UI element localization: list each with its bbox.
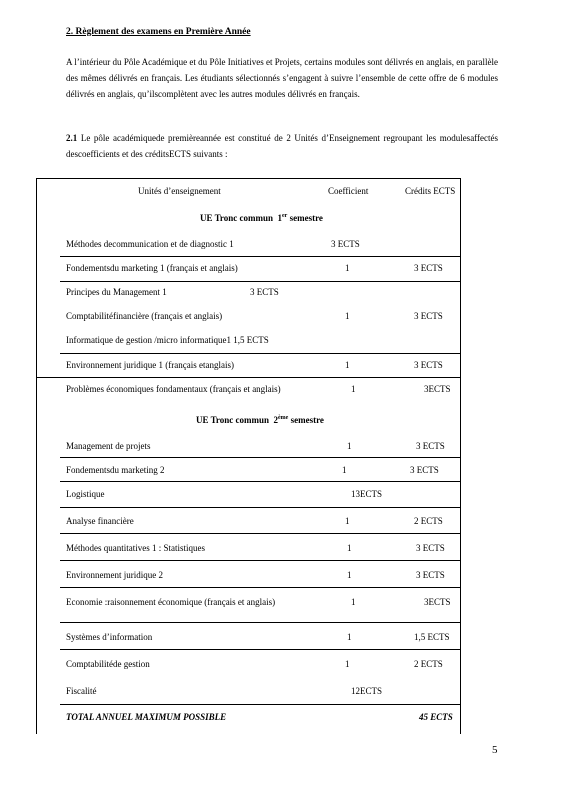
table-row: Comptabilitéfinancière (français et anglais) bbox=[66, 311, 223, 321]
table-row-ects: 2 ECTS bbox=[414, 659, 443, 669]
table-row-ects: 2 ECTS bbox=[414, 516, 443, 526]
table-row-ects: 3 ECTS bbox=[331, 239, 360, 249]
row-divider bbox=[60, 457, 460, 458]
row-divider bbox=[60, 507, 460, 508]
table-row-coef: 1 bbox=[345, 659, 350, 669]
table-row-coef: 1 bbox=[345, 516, 350, 526]
table-row-ects: 3 ECTS bbox=[414, 311, 443, 321]
row-divider bbox=[60, 256, 460, 257]
table-row-coef: 12ECTS bbox=[351, 686, 383, 696]
table-row: Fiscalité bbox=[66, 686, 97, 696]
table-row: Informatique de gestion /micro informatique1 1,5 ECTS bbox=[66, 335, 269, 345]
header-coefficient: Coefficient bbox=[328, 186, 369, 196]
header-units: Unités d’enseignement bbox=[138, 186, 221, 196]
section-number: 2.1 bbox=[66, 133, 78, 143]
table-row-coef: 1 bbox=[345, 360, 350, 370]
row-divider bbox=[60, 622, 460, 623]
table-row-ects: 3 ECTS bbox=[416, 441, 445, 451]
row-divider bbox=[60, 587, 460, 588]
table-row: Management de projets bbox=[66, 441, 151, 451]
table-row: Méthodes decommunication et de diagnostic 1 bbox=[66, 239, 234, 249]
table-row-coef: 1 bbox=[347, 543, 352, 553]
table-row: Environnement juridique 2 bbox=[66, 570, 163, 580]
table-row-ects: 3ECTS bbox=[424, 384, 451, 394]
row-divider bbox=[60, 649, 460, 650]
table-row-coef: 1 bbox=[351, 384, 356, 394]
semester-2-title: UE Tronc commun 2ème semestre bbox=[196, 415, 324, 425]
table-row-ects: 3 ECTS bbox=[410, 465, 439, 475]
table-row: Problèmes économiques fondamentaux (français et anglais) bbox=[66, 384, 281, 394]
row-divider bbox=[60, 704, 460, 705]
table-row-coef: 1 bbox=[342, 465, 347, 475]
table-row: Economie :raisonnement économique (français et anglais) bbox=[66, 597, 276, 607]
table-row-ects: 3 ECTS bbox=[416, 570, 445, 580]
row-divider bbox=[60, 281, 460, 282]
ects-table bbox=[36, 178, 461, 734]
table-row-coef: 1 bbox=[347, 441, 352, 451]
table-row-ects: 3 ECTS bbox=[414, 360, 443, 370]
table-row-coef: 1 bbox=[347, 632, 352, 642]
semester-1-title: UE Tronc commun 1er semestre bbox=[200, 213, 323, 223]
table-row-coef: 13ECTS bbox=[351, 489, 383, 499]
table-row: Analyse financière bbox=[66, 516, 134, 526]
table-row: Systèmes d’information bbox=[66, 632, 153, 642]
table-row-ects: 3 ECTS bbox=[416, 543, 445, 553]
table-row: Logistique bbox=[66, 489, 105, 499]
row-divider bbox=[36, 377, 460, 378]
table-row: Fondementsdu marketing 1 (français et anglais) bbox=[66, 263, 238, 273]
table-row-coef: 1 bbox=[347, 570, 352, 580]
table-row-ects: 3ECTS bbox=[424, 597, 451, 607]
table-row-ects: 3 ECTS bbox=[250, 287, 279, 297]
section-text: Le pôle académiquede premièreannée est constitué de 2 Unités d’Enseignement regroupant les modulesaffectés descoefficients et des créditsECTS suivants : bbox=[66, 133, 499, 159]
table-row: Méthodes quantitatives 1 : Statistiques bbox=[66, 543, 205, 553]
table-row-ects: 3 ECTS bbox=[414, 263, 443, 273]
page-number: 5 bbox=[492, 744, 498, 756]
row-divider bbox=[60, 533, 460, 534]
total-label: TOTAL ANNUEL MAXIMUM POSSIBLE bbox=[66, 712, 227, 722]
section-2-1-paragraph bbox=[66, 130, 498, 162]
table-row-coef: 1 bbox=[345, 311, 350, 321]
row-divider bbox=[60, 353, 460, 354]
table-row-ects: 1,5 ECTS bbox=[414, 632, 450, 642]
row-divider bbox=[60, 560, 460, 561]
header-credits: Crédits ECTS bbox=[405, 186, 456, 196]
table-row: Fondementsdu marketing 2 bbox=[66, 465, 165, 475]
table-row: Comptabilitéde gestion bbox=[66, 659, 150, 669]
table-row-coef: 1 bbox=[345, 263, 350, 273]
intro-paragraph: A l’intérieur du Pôle Académique et du Pôle Initiatives et Projets, certains modules sont délivrés en anglais, en parallèle des mêmes délivrés en français. Les étudiants sélectionnés s’engagent à suivre l’ensemble de cette offre de 6 modules délivrés en anglais, qu’ilscomplètent avec les autres modules délivrés en français. bbox=[66, 57, 498, 99]
table-row: Environnement juridique 1 (français etanglais) bbox=[66, 360, 234, 370]
section-heading: 2. Règlement des examens en Première Année bbox=[66, 27, 251, 37]
total-value: 45 ECTS bbox=[419, 712, 453, 722]
table-row: Principes du Management 1 bbox=[66, 287, 167, 297]
table-row-coef: 1 bbox=[351, 597, 356, 607]
row-divider bbox=[60, 481, 460, 482]
